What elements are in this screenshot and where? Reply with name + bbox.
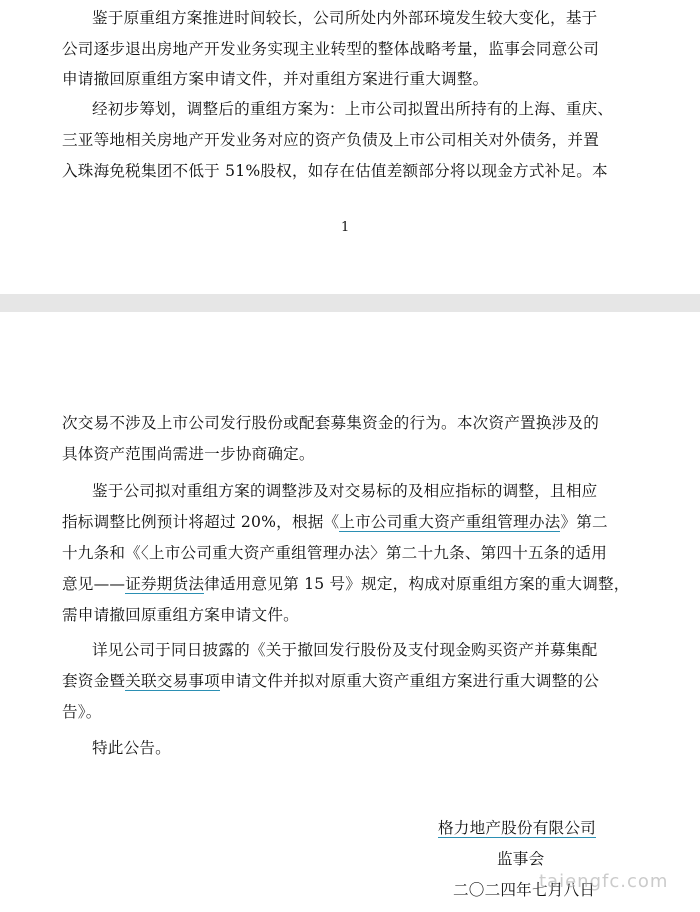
paragraph-line xyxy=(62,574,630,594)
paragraph-line: 具体资产范围尚需进一步协商确定。 xyxy=(62,445,315,463)
paragraph-line: 公司逐步退出房地产开发业务实现主业转型的整体战略考量，监事会同意公司 xyxy=(62,40,599,58)
text-run: 》第二 xyxy=(560,513,608,531)
paragraph-line: 经初步筹划，调整后的重组方案为：上市公司拟置出所持有的上海、重庆、 xyxy=(92,100,614,118)
document-page-2 xyxy=(0,312,700,912)
text-run: 申请文件并拟对原重大资产重组方案进行重大调整的公 xyxy=(219,672,600,690)
text-run: 套资金暨 xyxy=(62,672,126,690)
company-name[interactable]: 格力地产股份有限公司 xyxy=(438,819,596,837)
text-run: 指标调整比例预计将超过 20%，根据《 xyxy=(62,513,340,531)
paragraph-line: 次交易不涉及上市公司发行股份或配套募集资金的行为。本次资产置换涉及的 xyxy=(62,414,599,432)
paragraph-line: 三亚等地相关房地产开发业务对应的资产负债及上市公司相关对外债务，并置 xyxy=(62,131,599,149)
paragraph-line xyxy=(62,671,599,691)
page-separator xyxy=(0,294,700,312)
paragraph-line xyxy=(62,512,608,532)
paragraph-line: 鉴于公司拟对重组方案的调整涉及对交易标的及相应指标的调整，且相应 xyxy=(92,482,598,500)
company-name-link[interactable] xyxy=(438,818,596,838)
securities-law-link[interactable]: 证券期货法 xyxy=(125,575,205,593)
paragraph-line: 入珠海免税集团不低于 51%股权，如存在估值差额部分将以现金方式补足。本 xyxy=(62,162,608,180)
paragraph-line: 告》。 xyxy=(62,703,102,721)
paragraph-line: 十九条和《〈上市公司重大资产重组管理办法〉第二十九条、第四十五条的适用 xyxy=(62,544,607,562)
paragraph-line: 鉴于原重组方案推进时间较长，公司所处内外部环境发生较大变化，基于 xyxy=(92,9,598,27)
text-run: 意见—— xyxy=(62,575,126,593)
page-number: 1 xyxy=(341,220,350,235)
announcement-date: 二〇二四年七月八日 xyxy=(453,881,596,899)
regulation-link[interactable]: 上市公司重大资产重组管理办法 xyxy=(339,513,561,531)
paragraph-line: 申请撤回原重组方案申请文件，并对重组方案进行重大调整。 xyxy=(62,70,489,88)
signatory-board: 监事会 xyxy=(497,850,545,868)
text-run: 律适用意见第 15 号》规定，构成对原重组方案的重大调整， xyxy=(204,575,630,593)
paragraph-line: 需申请撤回原重组方案申请文件。 xyxy=(62,606,299,624)
paragraph-line: 详见公司于同日披露的《关于撤回发行股份及支付现金购买资产并募集配 xyxy=(92,641,598,659)
related-transaction-link[interactable]: 关联交易事项 xyxy=(125,672,220,690)
closing-line: 特此公告。 xyxy=(92,739,171,757)
document-page-1 xyxy=(0,0,700,294)
site-watermark: taiengfc.com xyxy=(539,871,669,892)
